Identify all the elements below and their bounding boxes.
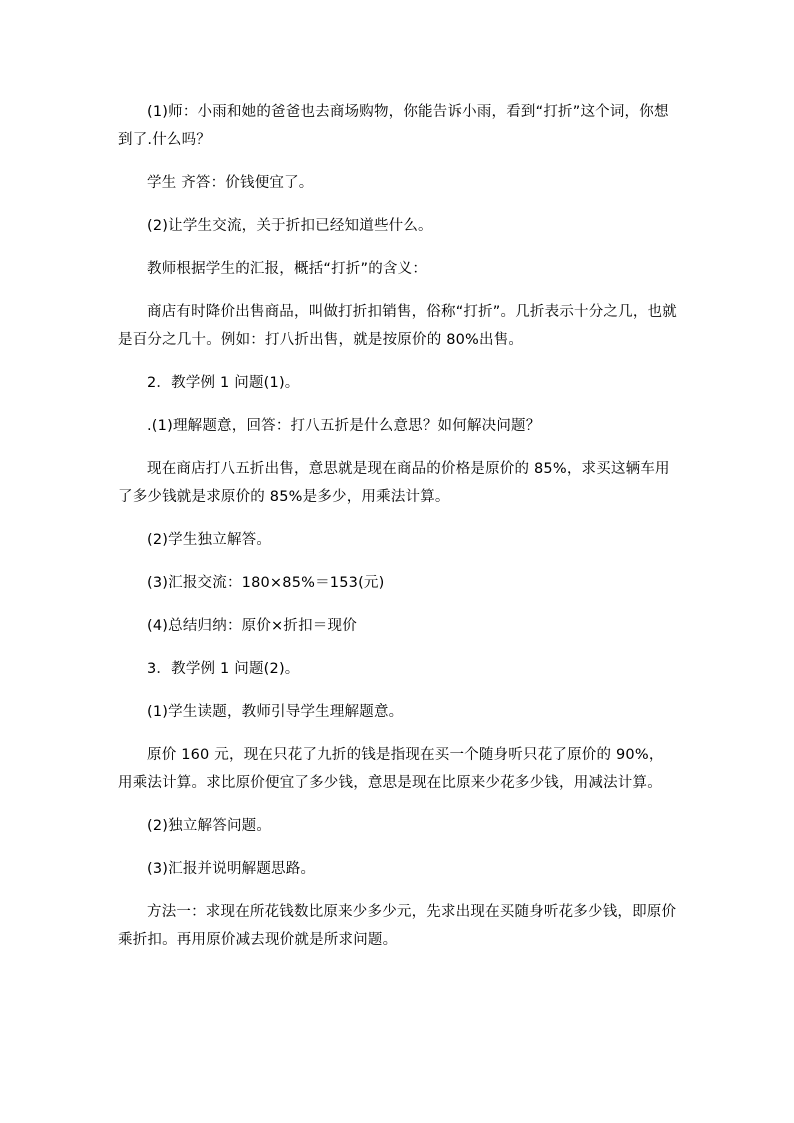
paragraph-teacher-question: (1)师：小雨和她的爸爸也去商场购物，你能告诉小雨，看到“打折”这个词，你想到了.什么吗？ (118, 104, 669, 148)
paragraph-explain-thinking: (3)汇报并说明解题思路。 (147, 861, 316, 877)
paragraph-calculation: (3)汇报交流：180×85%＝153(元) (147, 575, 385, 591)
paragraph-read-question: (1)学生读题，教师引导学生理解题意。 (147, 704, 404, 720)
document-body (118, 98, 678, 954)
paragraph-solve-problem: (2)独立解答问题。 (147, 818, 272, 834)
paragraph-formula: (4)总结归纳：原价×折扣＝现价 (147, 618, 357, 634)
paragraph-discount-definition: 商店有时降价出售商品，叫做打折扣销售，俗称“打折”。几折表示十分之几，也就是百分之几十。例如：打八折出售，就是按原价的 80%出售。 (118, 304, 677, 348)
paragraph-summary-intro: 教师根据学生的汇报，概括“打折”的含义： (147, 261, 428, 277)
paragraph-method-one: 方法一：求现在所花钱数比原来少多少元，先求出现在买随身听花多少钱，即原价乘折扣。再用原价减去现价就是所求问题。 (118, 904, 677, 948)
paragraph-understand-question: .(1)理解题意，回答：打八五折是什么意思？如何解决问题？ (147, 418, 541, 434)
paragraph-ninety-percent: 原价 160 元，现在只花了九折的钱是指现在买一个随身听只花了原价的 90%，用乘法计算。求比原价便宜了多少钱，意思是现在比原来少花多少钱，用减法计算。 (118, 747, 664, 791)
paragraph-example-1-part-1: 2．教学例 1 问题(1)。 (147, 375, 300, 391)
paragraph-example-1-part-2: 3．教学例 1 问题(2)。 (147, 661, 300, 677)
paragraph-student-answer: 学生 齐答：价钱便宜了。 (147, 175, 314, 191)
paragraph-independent-solving: (2)学生独立解答。 (147, 532, 272, 548)
paragraph-eighty-five-percent: 现在商店打八五折出售，意思就是现在商品的价格是原价的 85%，求买这辆车用了多少钱就是求原价的 85%是多少，用乘法计算。 (118, 461, 670, 505)
paragraph-discussion: (2)让学生交流，关于折扣已经知道些什么。 (147, 218, 433, 234)
